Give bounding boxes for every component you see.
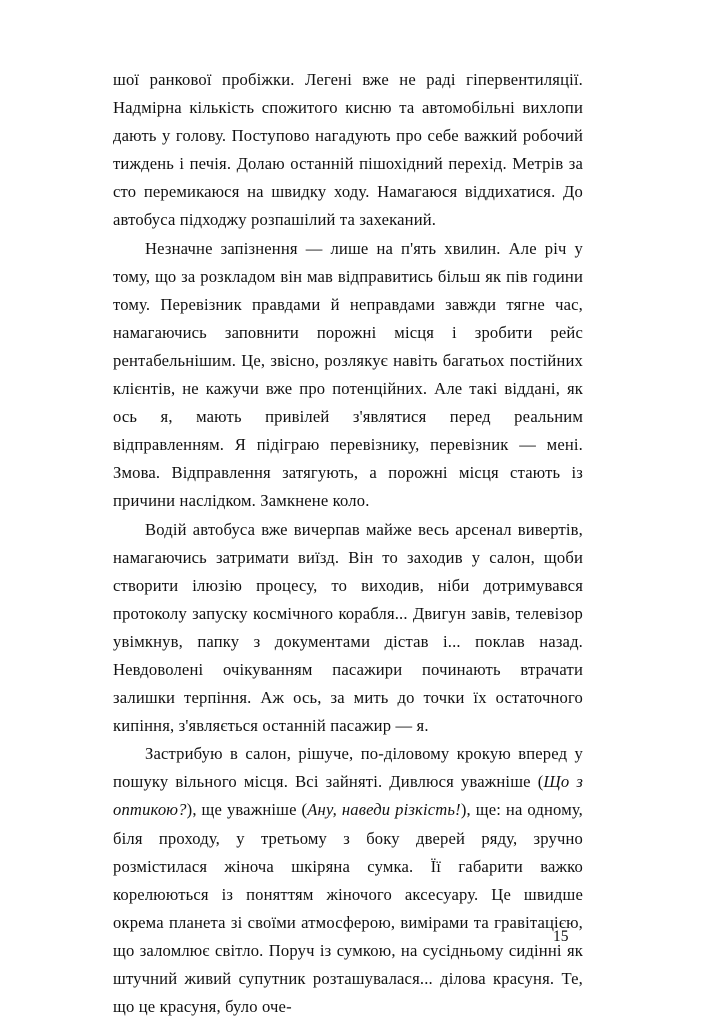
paragraph-1: шої ранкової пробіжки. Легені вже не раді гіпервентиляції. Надмірна кількість спожитого кисню та автомобільні вихлопи дають у голову. Поступово нагадують про себе важкий робочий тиждень і печія. Долаю останній пішохідний перехід. Метрів за сто перемикаюся на швидку ходу. Намагаюся віддихатися. До автобуса підходжу розпашілий та захеканий. <box>113 70 583 230</box>
paragraph-4-segment-5: ), ще: на одному, біля проходу, у третьому з боку дверей ряду, зручно розмістилася жіноча шкіряна сумка. Її габарити важко корелюються із поняттям жіночого аксесуару. Це швидше окрема планета зі своїми атмосферою, вимірами та гравітацією, що заломлює світло. Поруч із сумкою, на сусідньому сидінні як штучний живий супутник розташувалася... ділова красуня. Те, що це красуня, було оче- <box>113 800 583 1017</box>
paragraph-4-segment-3: ), ще уважніше ( <box>186 800 308 820</box>
paragraph-4-segment-2-italic: Що з оптикою? <box>113 772 584 820</box>
text-column <box>113 66 583 1021</box>
paragraph-4 <box>113 740 583 1021</box>
paragraph-4-segment-4-italic: Ану, наведи різкість! <box>307 800 461 820</box>
paragraph-4-segment-1: Застрибую в салон, рішуче, по-діловому крокую вперед у пошуку вільного місця. Всі зайняті. Дивлюся уважніше ( <box>113 744 583 792</box>
paragraph-3: Водій автобуса вже вичерпав майже весь арсенал вивертів, намагаючись затримати виїзд. Він то заходив у салон, щоби створити ілюзію процесу, то виходив, ніби дотримувався протоколу запуску космічного корабля... Двигун завів, телевізор увімкнув, папку з документами дістав і... поклав назад. Невдоволені очікуванням пасажири починають втрачати залишки терпіння. Аж ось, за мить до точки їх остаточного кипіння, з'являється останній пасажир — я. <box>113 519 583 736</box>
page-number: 15 <box>553 928 569 945</box>
paragraph-2: Незначне запізнення — лише на п'ять хвилин. Але річ у тому, що за розкладом він мав відправитись більш як пів години тому. Перевізник правдами й неправдами завжди тягне час, намагаючись заповнити порожні місця і зробити рейс рентабельнішим. Це, звісно, розлякує навіть багатьох постійних клієнтів, не кажучи вже про потенційних. Але такі віддані, як ось я, мають привілей з'являтися перед реальним відправленням. Я підіграю перевізнику, перевізник — мені. Змова. Відправлення затягують, а порожні місця стають із причини наслідком. Замкнене коло. <box>113 238 583 511</box>
